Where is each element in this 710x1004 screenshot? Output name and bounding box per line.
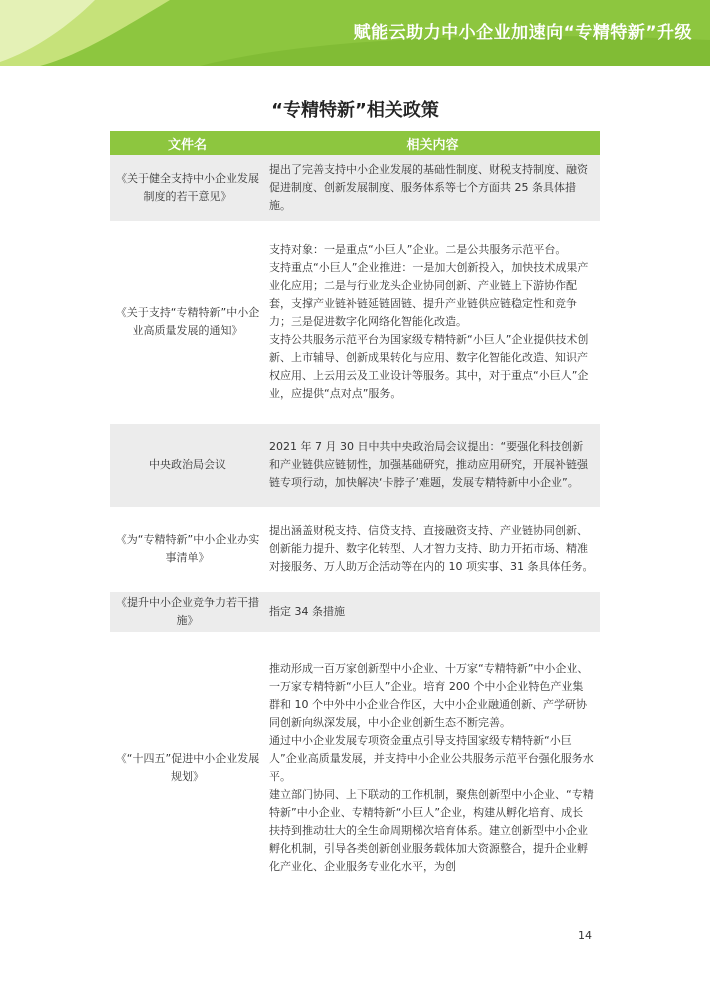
content-paragraph: 提出了完善支持中小企业发展的基础性制度、财税支持制度、融资促进制度、创新发展制度、服务体系等七个方面共 25 条具体措施。 [269,162,588,212]
content-paragraph: 支持对象：一是重点“小巨人”企业。二是公共服务示范平台。 [269,243,567,256]
table-row [110,632,600,904]
content-paragraph: 推动形成一百万家创新型中小企业、十万家“专精特新”中小企业、一万家专精特新“小巨人”企业。培育 200 个中小企业特色产业集群和 10 个中外中小企业合作区，大中小企业融通创新、产学研协同创新向纵深发展，中小企业创新生态不断完善。 [269,662,589,729]
content-paragraph: 支持公共服务示范平台为国家级专精特新“小巨人”企业提供技术创新、上市辅导、创新成果转化与应用、数字化智能化改造、知识产权应用、上云用云及工业设计等服务。其中，对于重点“小巨人”企业，应提供“点对点”服务。 [269,333,589,400]
policy-name: 《提升中小企业竞争力若干措施》 [110,591,265,632]
page-title: “专精特新”相关政策 [271,100,439,121]
content-paragraph: 建立部门协同、上下联动的工作机制，聚焦创新型中小企业、“专精特新”中小企业、专精特新“小巨人”企业，构建从孵化培育、成长扶持到推动壮大的全生命周期梯次培育体系。建立创新型中小企业孵化机制，引导各类创新创业服务载体加大资源整合，提升企业孵化产业化、企业服务专业化水平，为创 [269,788,594,873]
content-paragraph: 通过中小企业发展专项资金重点引导支持国家级专精特新“小巨人”企业高质量发展，并支持中小企业公共服务示范平台强化服务水平。 [269,734,594,783]
table-row [110,507,600,591]
policy-content [265,507,600,591]
policy-table [110,131,600,905]
table-row [110,221,600,423]
column-header-filename: 文件名 [110,131,265,155]
content-paragraph: 提出涵盖财税支持、信贷支持、直接融资支持、产业链协同创新、创新能力提升、数字化转型、人才智力支持、助力开拓市场、精准对接服务、万人助万企活动等在内的 10 项实事、31 条具体任务。 [269,524,594,573]
policy-name: 《关于健全支持中小企业发展制度的若干意见》 [110,155,265,221]
policy-name: 《为“专精特新”中小企业办实事清单》 [110,507,265,591]
policy-name: 中央政治局会议 [110,423,265,507]
policy-content [265,423,600,507]
header-title: 赋能云助力中小企业加速向“专精特新”升级 [353,23,692,43]
table-row [110,423,600,507]
policy-name: 《关于支持“专精特新”中小企业高质量发展的通知》 [110,221,265,423]
policy-content [265,155,600,221]
content-paragraph: 2021 年 7 月 30 日中共中央政治局会议提出：“要强化科技创新和产业链供应链韧性，加强基础研究，推动应用研究，开展补链强链专项行动，加快解决‘卡脖子’难题，发展专精特新中小企业”。 [269,440,588,489]
column-header-content: 相关内容 [265,131,600,155]
content-paragraph: 指定 34 条措施 [269,604,345,618]
page-header [0,0,710,66]
content-paragraph: 支持重点“小巨人”企业推进：一是加大创新投入，加快技术成果产业化应用；二是与行业龙头企业协同创新、产业链上下游协作配套，支撑产业链补链延链固链、提升产业链供应链稳定性和竞争力；三是促进数字化网络化智能化改造。 [269,261,589,328]
table-row [110,155,600,221]
table-row [110,591,600,632]
policy-content [265,591,600,632]
policy-name: 《“十四五”促进中小企业发展规划》 [110,632,265,904]
policy-content [265,632,600,904]
page-number: 14 [578,929,592,942]
table-header-row [110,131,600,155]
policy-content [265,221,600,423]
